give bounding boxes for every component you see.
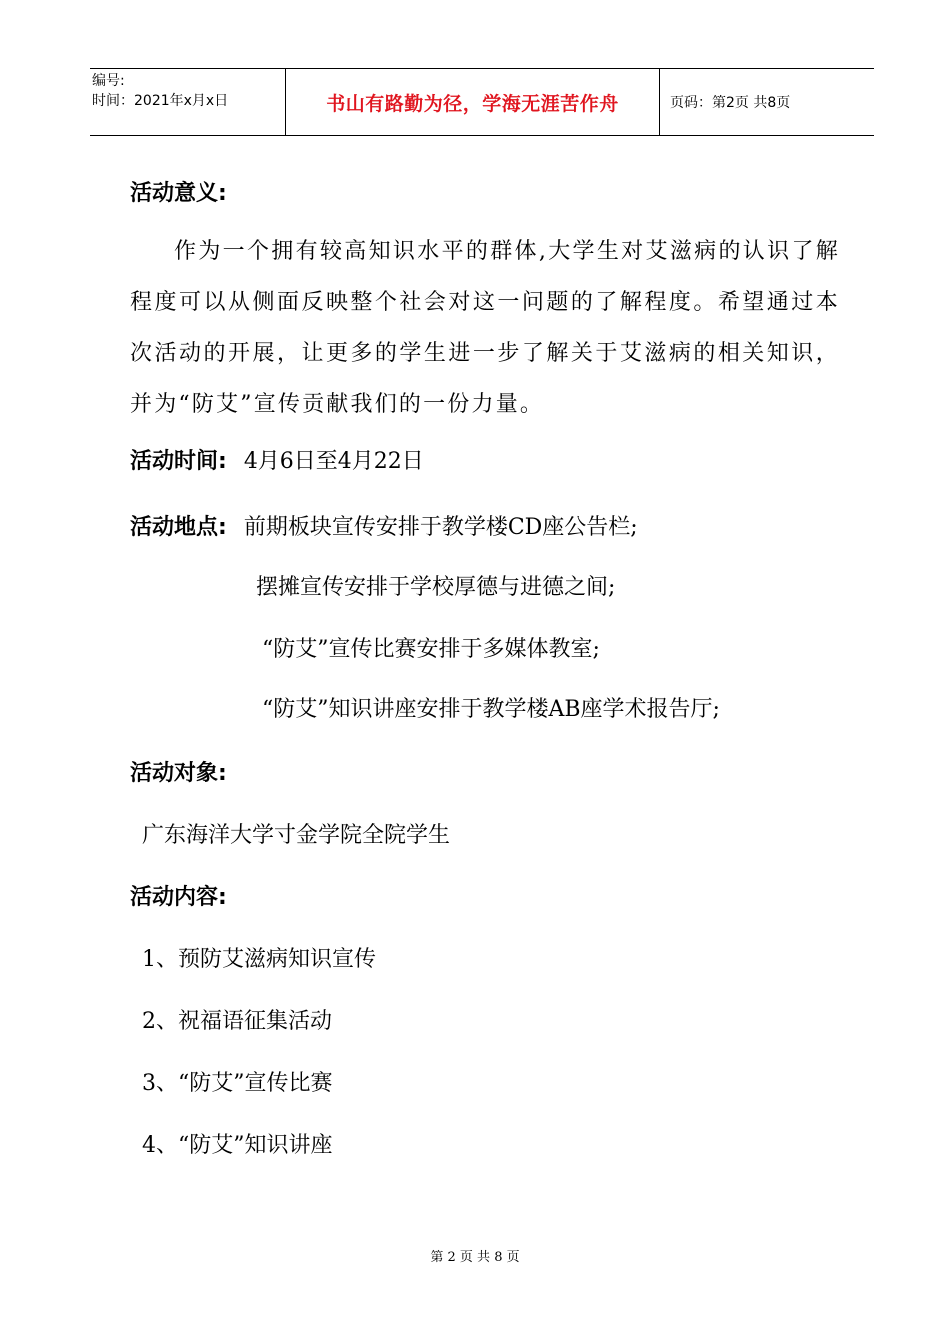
header-doc-info (90, 69, 286, 135)
content-heading: 活动内容: (130, 885, 227, 910)
significance-heading: 活动意义: (130, 181, 227, 206)
header-motto: 书山有路勤为径，学海无涯苦作舟 (286, 69, 660, 135)
time-row (130, 444, 424, 475)
target-heading: 活动对象: (130, 761, 227, 786)
target-value: 广东海洋大学寸金学院全院学生 (142, 823, 451, 848)
doc-number-label: 编号: (92, 73, 125, 89)
time-heading: 活动时间: (130, 449, 227, 474)
page-footer: 第 2 页 共 8 页 (430, 1250, 520, 1265)
location-heading: 活动地点: (130, 515, 227, 540)
location-item: “防艾”宣传比赛安排于多媒体教室; (262, 637, 600, 662)
location-item: “防艾”知识讲座安排于教学楼AB座学术报告厅; (262, 697, 720, 722)
location-item: 摆摊宣传安排于学校厚德与进德之间; (256, 575, 616, 600)
page-header (90, 68, 874, 136)
location-item: 前期板块宣传安排于教学楼CD座公告栏; (243, 515, 638, 540)
header-page-label: 页码：第2页 共8页 (670, 95, 791, 111)
content-item: 2、祝福语征集活动 (142, 1009, 332, 1034)
time-value: 4月6日至4月22日 (243, 449, 424, 474)
significance-paragraph: 作为一个拥有较高知识水平的群体,大学生对艾滋病的认识了解程度可以从侧面反映整个社会对这一问题的了解程度。希望通过本次活动的开展，让更多的学生进一步了解关于艾滋病的相关知识，并为“防艾”宣传贡献我们的一份力量。 (130, 239, 840, 417)
location-row (130, 510, 638, 541)
doc-time-label: 时间：2021年x月x日 (92, 93, 229, 109)
content-item: 4、“防艾”知识讲座 (142, 1133, 333, 1158)
content-item: 3、“防艾”宣传比赛 (142, 1071, 333, 1096)
content-item: 1、预防艾滋病知识宣传 (142, 947, 376, 972)
